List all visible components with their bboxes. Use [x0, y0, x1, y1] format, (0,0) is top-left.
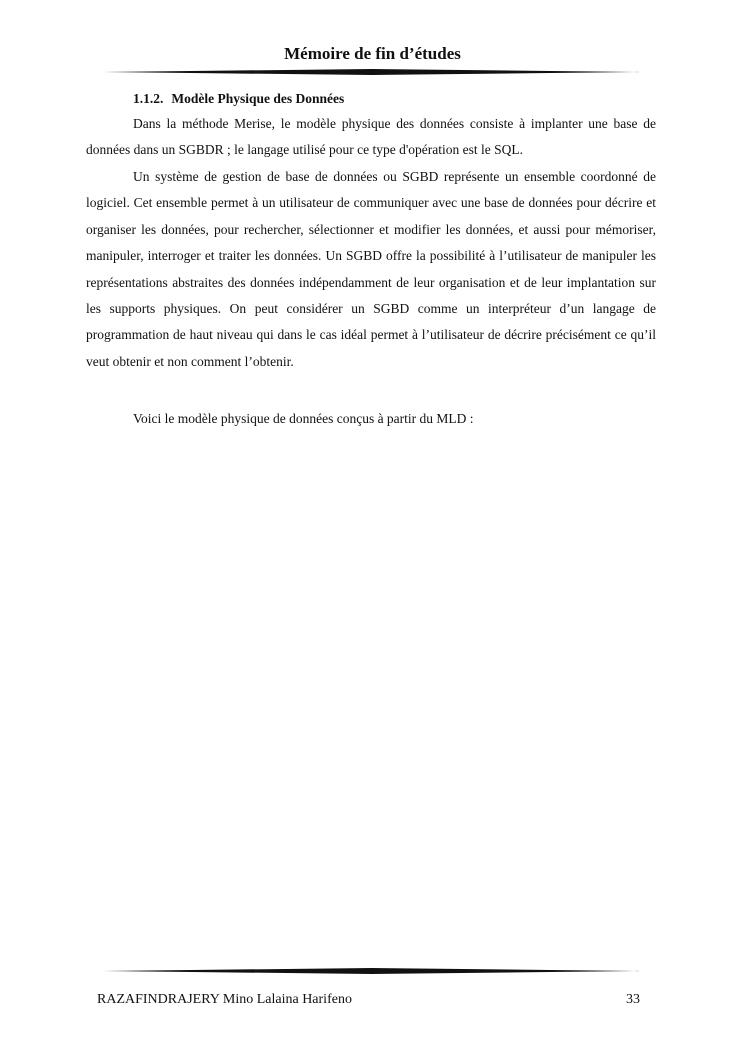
- page-header-title: Mémoire de fin d’études: [284, 44, 461, 63]
- paragraph-intro-mpd: Voici le modèle physique de données conçus à partir du MLD :: [133, 411, 474, 426]
- page-number: 33: [626, 992, 640, 1007]
- paragraph-sgbd: Un système de gestion de base de données ou SGBD représente un ensemble coordonné de logiciel. Cet ensemble permet à un utilisateur de communiquer avec une base de données pour décrire et organiser les données, pour rechercher, sélectionner et modifier les données, et aussi pour mémoriser, manipuler, interroger et traiter les données. Un SGBD offre la possibilité à l’utilisateur de manipuler les représentations abstraites des données indépendamment de leur organisation et de leur implantation sur les supports physiques. On peut considérer un SGBD comme un interpréteur d’un langage de programmation de haut niveau qui dans le cas idéal permet à l’utilisateur de décrire précisément ce qu’il veut obtenir et non comment l’obtenir.: [86, 169, 656, 369]
- footer-author: RAZAFINDRAJERY Mino Lalaina Harifeno: [97, 992, 352, 1007]
- section-number: 1.1.2.: [133, 91, 164, 106]
- section-title: Modèle Physique des Données: [171, 91, 345, 106]
- section-heading: [133, 89, 344, 109]
- paragraph-merise: Dans la méthode Merise, le modèle physique des données consiste à implanter une base de données dans un SGBDR ; le langage utilisé pour ce type d'opération est le SQL.: [86, 116, 656, 158]
- header-divider: [103, 69, 641, 75]
- footer-divider: [103, 968, 641, 974]
